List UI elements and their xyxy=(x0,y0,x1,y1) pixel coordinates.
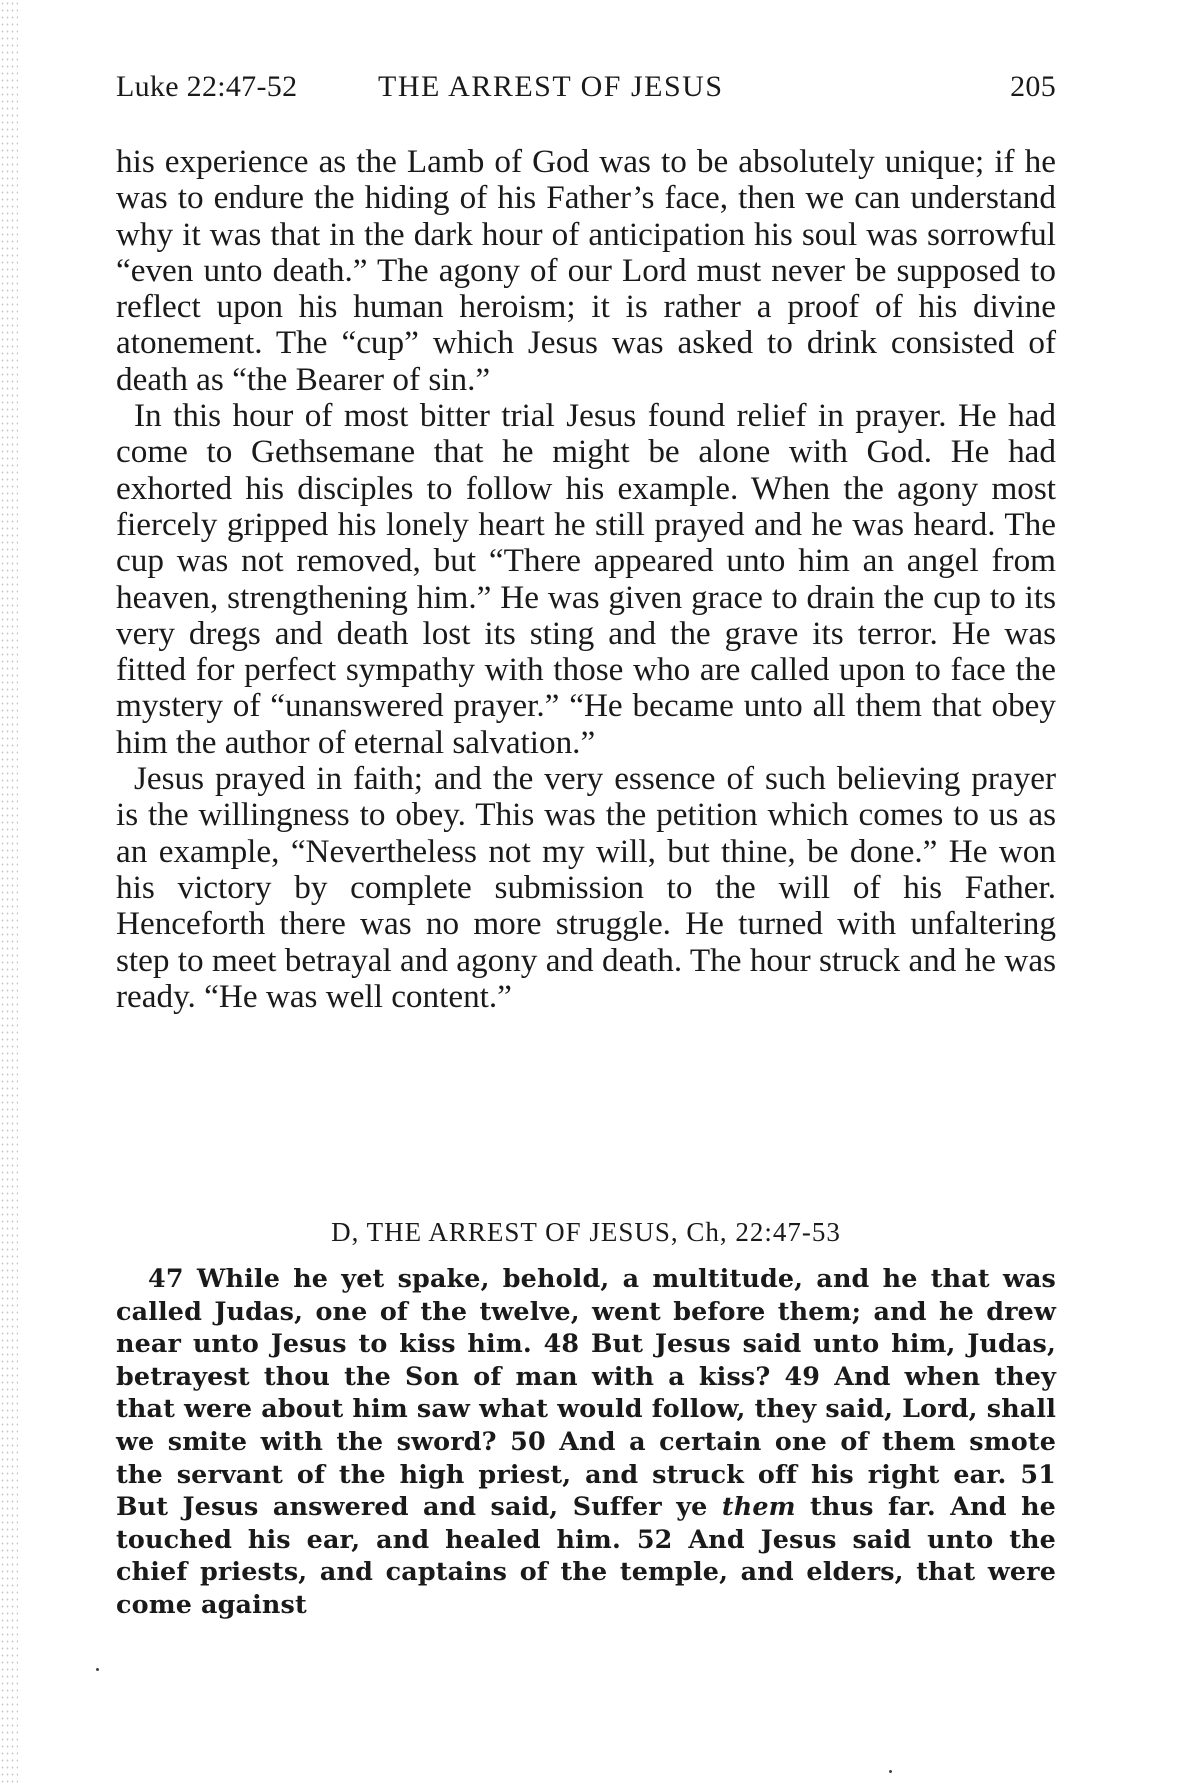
scripture-paragraph xyxy=(116,1262,1056,1621)
page-number: 205 xyxy=(1010,70,1056,103)
chapter-reference: Luke 22:47-52 xyxy=(116,70,298,103)
scripture-text-part-1: 47 While he yet spake, behold, a multitude, and he that was called Judas, one of the twelve, went before them; and he drew near unto Jesus to kiss him. 48 But Jesus said unto him, Judas, betrayest thou the Son of man with a kiss? 49 And when they that were about him saw what would follow, they said, Lord, shall we smite with the sword? 50 And a certain one of them smote the servant of the high priest, and struck off his right ear. 51 But Jesus answered and said, Suffer ye xyxy=(116,1263,1056,1522)
paragraph-1: his experience as the Lamb of God was to be absolutely unique; if he was to endure the hiding of his Father’s face, then we can understand why it was that in the dark hour of anticipation his soul was sorrowful “even unto death.” The agony of our Lord must never be supposed to reflect upon his human heroism; it is rather a proof of his divine atonement. The “cup” which Jesus was asked to drink consisted of death as “the Bearer of sin.” xyxy=(116,143,1056,398)
scan-speck xyxy=(96,1668,99,1671)
section-heading: D, THE ARREST OF JESUS, Ch, 22:47-53 xyxy=(331,1217,841,1247)
scripture-text-part-2: thus far. And he touched his ear, and healed him. 52 And Jesus said unto the chief priests, and captains of the temple, and elders, that were come against xyxy=(116,1491,1056,1619)
scan-gutter-speckle xyxy=(0,0,18,1785)
running-head xyxy=(116,70,1056,110)
commentary-text xyxy=(116,144,1056,1015)
paragraph-3: Jesus prayed in faith; and the very essence of such believing prayer is the willingness to obey. This was the petition which comes to us as an example, “Nevertheless not my will, but thine, be done.” He won his victory by complete submission to the will of his Father. Henceforth there was no more struggle. He turned with unfaltering step to meet betrayal and agony and death. The hour struck and he was ready. “He was well content.” xyxy=(116,760,1056,1015)
scan-speck xyxy=(889,1770,892,1773)
scripture-passage xyxy=(116,1262,1056,1621)
paragraph-2: In this hour of most bitter trial Jesus found relief in prayer. He had come to Gethsemane that he might be alone with God. He had exhorted his disciples to follow his example. When the agony most fiercely gripped his lonely heart he still prayed and he was heard. The cup was not removed, but “There appeared unto him an angel from heaven, strengthening him.” He was given grace to drain the cup to its very dregs and death lost its sting and the grave its terror. He was fitted for perfect sympathy with those who are called upon to face the mystery of “unanswered prayer.” “He became unto all them that obey him the author of eternal salvation.” xyxy=(116,397,1056,761)
scripture-italic-word: them xyxy=(721,1491,796,1522)
running-title: THE ARREST OF JESUS xyxy=(378,70,724,103)
